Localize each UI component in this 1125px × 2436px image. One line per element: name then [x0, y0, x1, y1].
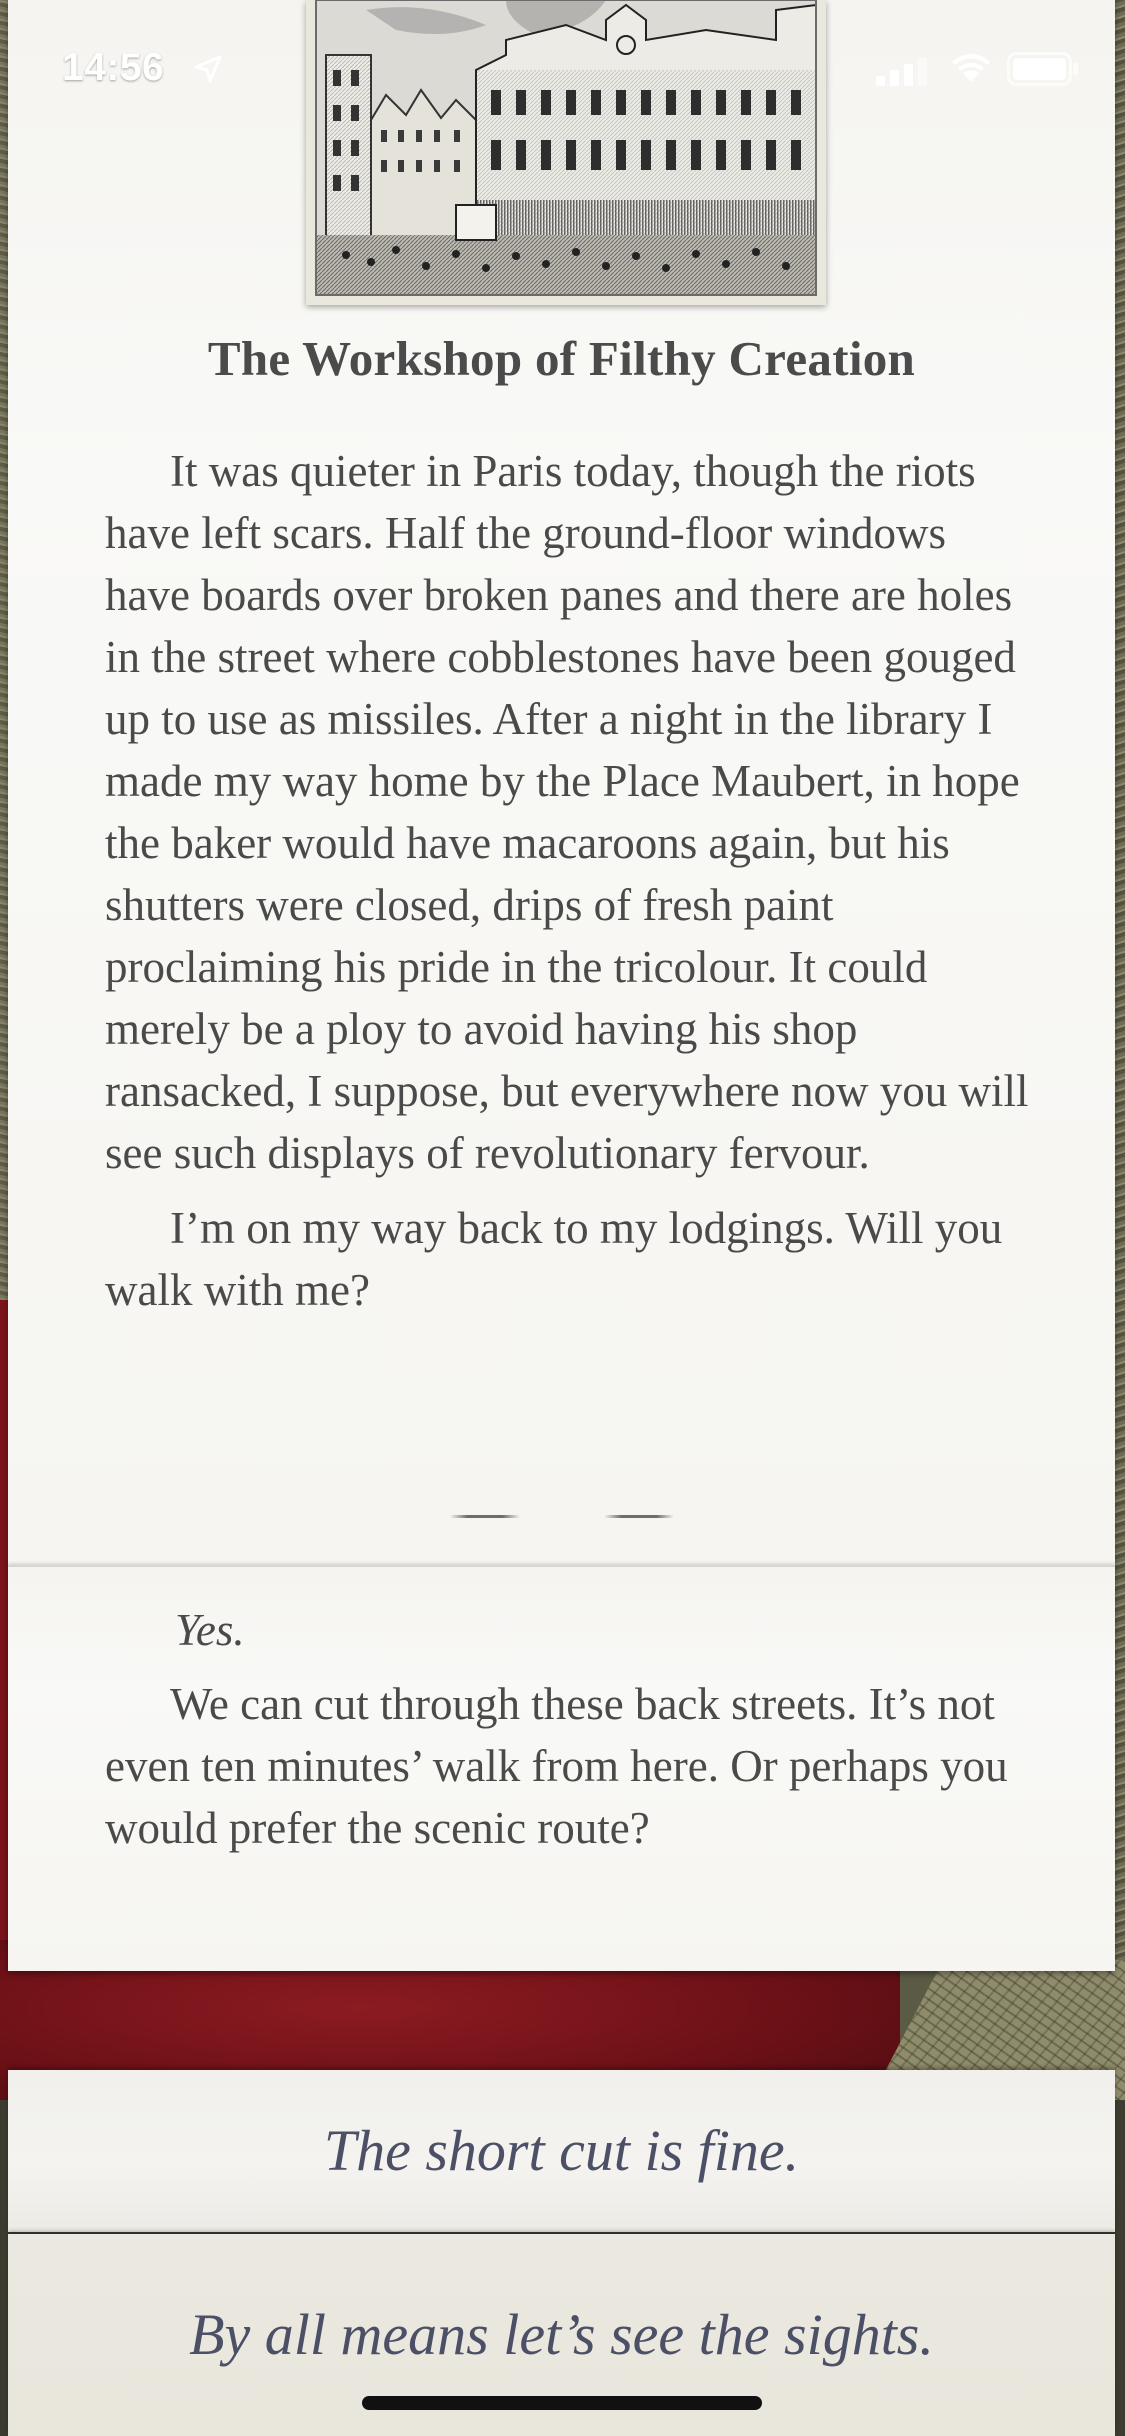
story-text: [105, 440, 1035, 1334]
story-paragraph: I’m on my way back to my lodgings. Will you walk with me?: [105, 1203, 1003, 1315]
status-time: 14:56: [62, 46, 165, 89]
story-paragraph: It was quieter in Paris today, though the riots have left scars. Half the ground-floor windows have boards over broken panes and there are holes in the street where cobblestones have been gouged up to use as missiles. After a night in the library I made my way home by the Place Maubert, in hope the baker would have macaroons again, but his shutters were closed, drips of fresh paint proclaiming his pride in the tricolour. It could merely be a ploy to avoid having his shop ransacked, I suppose, but everywhere now you will see such displays of revolutionary fervour.: [105, 446, 1029, 1178]
story-page: [8, 0, 1115, 1565]
location-arrow-icon: [193, 54, 223, 84]
section-divider: [8, 1505, 1115, 1525]
status-bar: [0, 0, 1125, 135]
home-indicator[interactable]: [362, 2396, 762, 2410]
chosen-option-text: Yes.: [175, 1605, 245, 1655]
divider-dash: [604, 1515, 674, 1518]
battery-icon: [1007, 52, 1079, 86]
reply-text: [105, 1599, 1035, 1871]
wifi-icon: [950, 52, 992, 84]
choice-scenic-route-button[interactable]: By all means let’s see the sights.: [8, 2234, 1115, 2436]
story-title: The Workshop of Filthy Creation: [207, 331, 916, 386]
choice-short-cut-button[interactable]: The short cut is fine.: [8, 2070, 1115, 2232]
divider-dash: [450, 1515, 520, 1518]
cellular-signal-icon: [876, 58, 932, 86]
reply-page: [8, 1565, 1115, 1971]
reply-paragraph: We can cut through these back streets. It’s not even ten minutes’ walk from here. Or perhaps you would prefer the scenic route?: [105, 1679, 1008, 1853]
